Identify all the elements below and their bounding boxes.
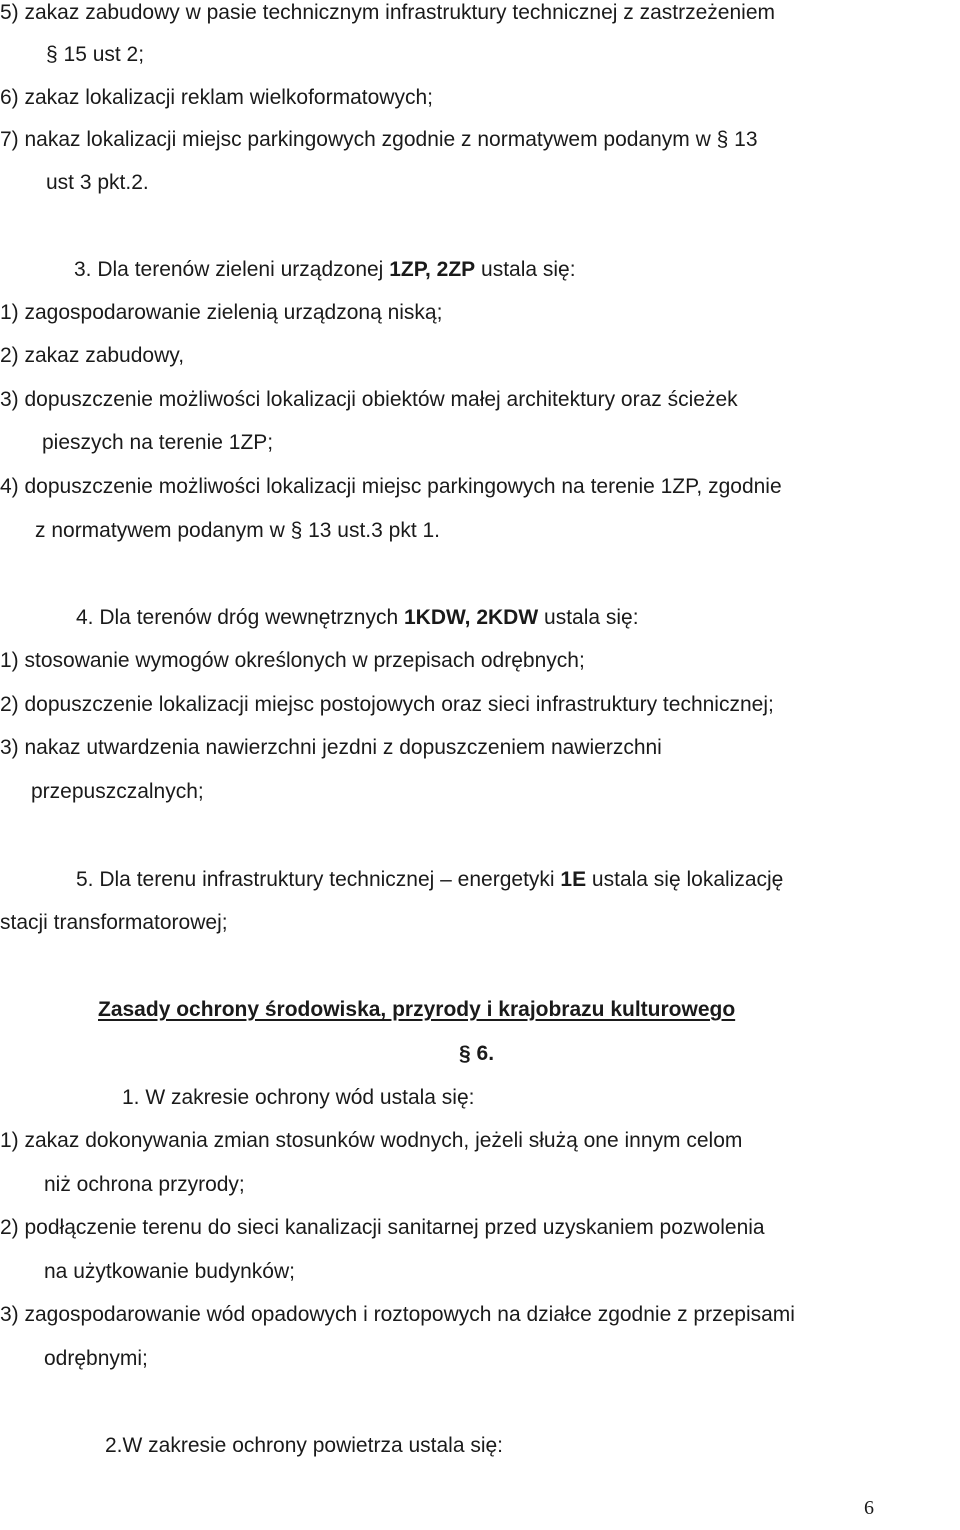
water-item-1-line-1: 1) zakaz dokonywania zmian stosunków wodnych, jeżeli służą one innym celom: [0, 1129, 743, 1152]
section-4-item-2: 2) dopuszczenie lokalizacji miejsc postojowych oraz sieci infrastruktury technicznej;: [0, 693, 774, 716]
section-5-line-2: stacji transformatorowej;: [0, 911, 228, 934]
section-4-heading: 4. Dla terenów dróg wewnętrznych 1KDW, 2KDW ustala się:: [76, 606, 639, 629]
page-number: 6: [864, 1497, 874, 1519]
item-7-line-2: ust 3 pkt.2.: [46, 171, 149, 194]
section-3-heading: 3. Dla terenów zieleni urządzonej 1ZP, 2ZP ustala się:: [74, 258, 576, 281]
item-5-line-1: 5) zakaz zabudowy w pasie technicznym infrastruktury technicznej z zastrzeżeniem: [0, 1, 775, 24]
section-3-item-3-line-1: 3) dopuszczenie możliwości lokalizacji obiektów małej architektury oraz ścieżek: [0, 388, 738, 411]
section-3-item-2: 2) zakaz zabudowy,: [0, 344, 185, 367]
section-4-item-3-line-2: przepuszczalnych;: [31, 780, 204, 803]
air-heading: 2.W zakresie ochrony powietrza ustala się:: [105, 1434, 504, 1457]
zasady-title: Zasady ochrony środowiska, przyrody i krajobrazu kulturowego: [98, 998, 736, 1021]
water-item-1-line-2: niż ochrona przyrody;: [44, 1173, 245, 1196]
water-item-3-line-1: 3) zagospodarowanie wód opadowych i roztopowych na działce zgodnie z przepisami: [0, 1303, 795, 1326]
water-item-2-line-1: 2) podłączenie terenu do sieci kanalizacji sanitarnej przed uzyskaniem pozwolenia: [0, 1216, 765, 1239]
paragraph-number: § 6.: [459, 1042, 495, 1065]
section-3-item-1: 1) zagospodarowanie zielenią urządzoną niską;: [0, 301, 443, 324]
section-5-line-1: 5. Dla terenu infrastruktury technicznej – energetyki 1E ustala się lokalizację: [76, 868, 784, 891]
section-3-item-4-line-2: z normatywem podanym w § 13 ust.3 pkt 1.: [35, 519, 441, 542]
section-3-item-4-line-1: 4) dopuszczenie możliwości lokalizacji miejsc parkingowych na terenie 1ZP, zgodnie: [0, 475, 782, 498]
section-4-item-3-line-1: 3) nakaz utwardzenia nawierzchni jezdni z dopuszczeniem nawierzchni: [0, 736, 662, 759]
water-heading: 1. W zakresie ochrony wód ustala się:: [122, 1086, 475, 1109]
water-item-3-line-2: odrębnymi;: [44, 1347, 148, 1370]
item-7-line-1: 7) nakaz lokalizacji miejsc parkingowych zgodnie z normatywem podanym w § 13: [0, 128, 758, 151]
item-5-line-2: § 15 ust 2;: [46, 43, 145, 66]
section-4-item-1: 1) stosowanie wymogów określonych w przepisach odrębnych;: [0, 649, 585, 672]
water-item-2-line-2: na użytkowanie budynków;: [44, 1260, 295, 1283]
section-3-item-3-line-2: pieszych na terenie 1ZP;: [42, 431, 274, 454]
item-6: 6) zakaz lokalizacji reklam wielkoformatowych;: [0, 86, 433, 109]
